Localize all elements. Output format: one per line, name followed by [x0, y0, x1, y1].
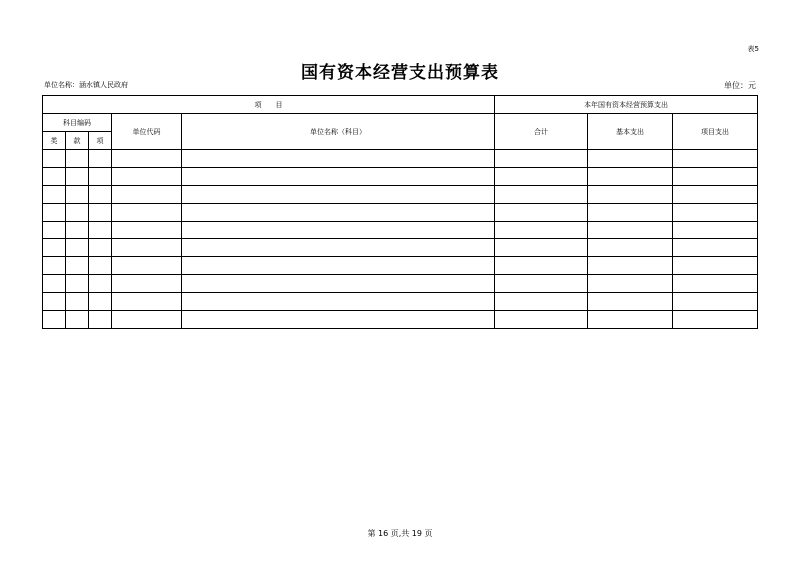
table-cell — [66, 185, 89, 203]
table-cell — [495, 185, 588, 203]
table-cell — [495, 203, 588, 221]
table-cell — [182, 239, 495, 257]
header-kuan: 款 — [66, 132, 89, 150]
header-unit-code: 单位代码 — [112, 114, 182, 150]
table-cell — [588, 275, 673, 293]
table-cell — [182, 203, 495, 221]
table-row — [43, 185, 758, 203]
table-cell — [673, 275, 758, 293]
table-row — [43, 203, 758, 221]
table-cell — [66, 150, 89, 168]
table-cell — [182, 275, 495, 293]
table-row — [43, 293, 758, 311]
table-cell — [66, 275, 89, 293]
table-row — [43, 275, 758, 293]
table-row — [43, 257, 758, 275]
table-cell — [495, 167, 588, 185]
header-basic-expenditure: 基本支出 — [588, 114, 673, 150]
table-cell — [112, 293, 182, 311]
table-cell — [66, 293, 89, 311]
table-cell — [112, 311, 182, 329]
table-cell — [588, 257, 673, 275]
table-cell — [112, 221, 182, 239]
table-cell — [588, 293, 673, 311]
table-cell — [66, 167, 89, 185]
table-cell — [89, 203, 112, 221]
table-cell — [89, 275, 112, 293]
header-item: 项 目 — [43, 96, 495, 114]
table-cell — [495, 221, 588, 239]
organization-name: 单位名称：涵水镇人民政府 — [44, 81, 128, 89]
header-subject-code: 科目编码 — [43, 114, 112, 132]
table-cell — [588, 239, 673, 257]
table-cell — [66, 311, 89, 329]
table-row — [43, 239, 758, 257]
table-cell — [66, 257, 89, 275]
header-unit-name: 单位名称（科目） — [182, 114, 495, 150]
table-cell — [495, 257, 588, 275]
table-row — [43, 311, 758, 329]
table-cell — [182, 150, 495, 168]
table-cell — [588, 167, 673, 185]
table-cell — [112, 203, 182, 221]
header-project-expenditure: 项目支出 — [673, 114, 758, 150]
table-cell — [112, 239, 182, 257]
header-lei: 类 — [43, 132, 66, 150]
table-cell — [89, 293, 112, 311]
table-cell — [495, 239, 588, 257]
table-cell — [673, 203, 758, 221]
table-row — [43, 150, 758, 168]
table-cell — [182, 293, 495, 311]
header-total: 合计 — [495, 114, 588, 150]
table-cell — [66, 239, 89, 257]
table-cell — [89, 239, 112, 257]
table-cell — [43, 150, 66, 168]
table-cell — [182, 311, 495, 329]
page-footer: 第 16 页,共 19 页 — [367, 529, 433, 538]
table-cell — [112, 150, 182, 168]
table-cell — [43, 275, 66, 293]
table-cell — [673, 221, 758, 239]
table-cell — [112, 185, 182, 203]
header-current-year-expenditure: 本年国有资本经营预算支出 — [495, 96, 758, 114]
table-cell — [89, 257, 112, 275]
page-title: 国有资本经营支出预算表 — [301, 63, 499, 83]
table-cell — [673, 293, 758, 311]
table-cell — [89, 167, 112, 185]
table-cell — [112, 257, 182, 275]
table-row — [43, 221, 758, 239]
header-xiang: 项 — [89, 132, 112, 150]
table-cell — [112, 167, 182, 185]
table-cell — [673, 167, 758, 185]
table-cell — [182, 257, 495, 275]
table-cell — [66, 203, 89, 221]
table-cell — [673, 150, 758, 168]
table-cell — [495, 275, 588, 293]
table-cell — [495, 293, 588, 311]
table-cell — [43, 311, 66, 329]
table-cell — [588, 311, 673, 329]
table-cell — [182, 185, 495, 203]
table-cell — [66, 221, 89, 239]
table-cell — [89, 311, 112, 329]
table-cell — [89, 221, 112, 239]
table-cell — [182, 221, 495, 239]
table-cell — [495, 311, 588, 329]
table-cell — [588, 203, 673, 221]
table-body — [43, 150, 758, 329]
table-cell — [673, 185, 758, 203]
table-cell — [673, 257, 758, 275]
table-cell — [43, 185, 66, 203]
table-cell — [43, 293, 66, 311]
table-cell — [495, 150, 588, 168]
table-cell — [43, 167, 66, 185]
table-cell — [43, 203, 66, 221]
table-cell — [89, 150, 112, 168]
table-row — [43, 167, 758, 185]
table-cell — [182, 167, 495, 185]
table-cell — [588, 221, 673, 239]
table-cell — [43, 221, 66, 239]
table-cell — [89, 185, 112, 203]
table-cell — [112, 275, 182, 293]
table-cell — [673, 239, 758, 257]
table-cell — [588, 150, 673, 168]
table-cell — [588, 185, 673, 203]
table-cell — [673, 311, 758, 329]
table-number: 表5 — [747, 45, 759, 53]
table-cell — [43, 239, 66, 257]
currency-unit: 单位：元 — [724, 81, 756, 90]
budget-table — [42, 95, 758, 329]
table-cell — [43, 257, 66, 275]
